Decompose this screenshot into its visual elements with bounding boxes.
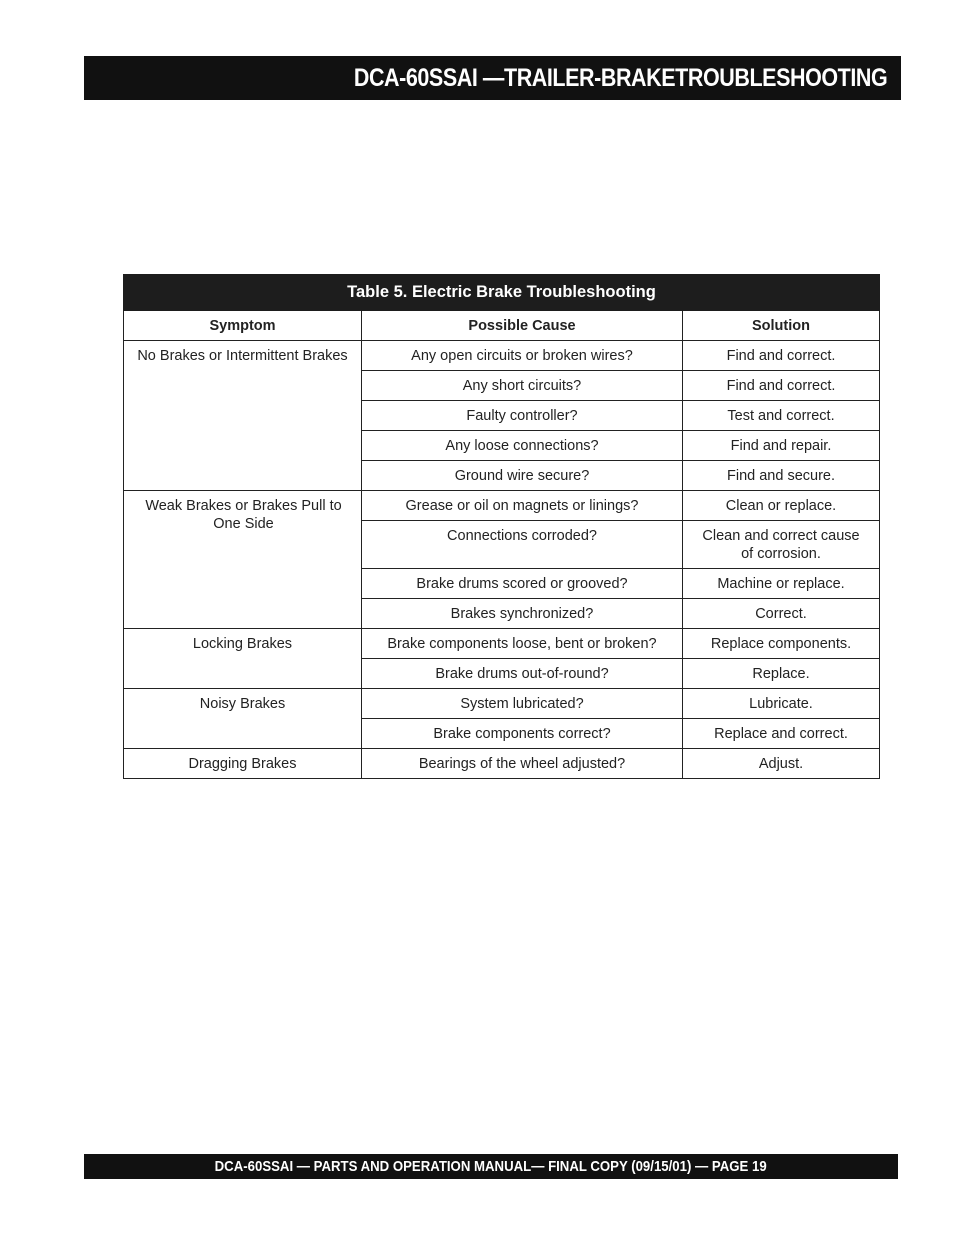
solution-cell: Clean and correct cause of corrosion. xyxy=(683,521,880,569)
solution-cell: Replace. xyxy=(683,659,880,689)
solution-cell: Adjust. xyxy=(683,749,880,779)
symptom-cell: Weak Brakes or Brakes Pull to One Side xyxy=(124,491,362,629)
symptom-cell: Noisy Brakes xyxy=(124,689,362,749)
column-header-solution: Solution xyxy=(683,311,880,341)
cause-cell: Brake components correct? xyxy=(362,719,683,749)
symptom-cell: Locking Brakes xyxy=(124,629,362,689)
cause-cell: Brake components loose, bent or broken? xyxy=(362,629,683,659)
page-title: DCA-60SSAI —TRAILER-BRAKETROUBLESHOOTING xyxy=(353,63,887,92)
cause-cell: Connections corroded? xyxy=(362,521,683,569)
solution-cell: Find and secure. xyxy=(683,461,880,491)
cause-cell: Faulty controller? xyxy=(362,401,683,431)
solution-cell: Replace components. xyxy=(683,629,880,659)
solution-cell: Find and repair. xyxy=(683,431,880,461)
table-caption: Table 5. Electric Brake Troubleshooting xyxy=(124,275,880,311)
column-header-symptom: Symptom xyxy=(124,311,362,341)
table-row xyxy=(124,629,880,659)
troubleshooting-table-container xyxy=(123,274,879,779)
solution-cell: Lubricate. xyxy=(683,689,880,719)
symptom-cell: No Brakes or Intermittent Brakes xyxy=(124,341,362,491)
table-row xyxy=(124,689,880,719)
solution-cell: Find and correct. xyxy=(683,341,880,371)
solution-cell: Replace and correct. xyxy=(683,719,880,749)
solution-cell: Clean or replace. xyxy=(683,491,880,521)
cause-cell: Any loose connections? xyxy=(362,431,683,461)
cause-cell: System lubricated? xyxy=(362,689,683,719)
solution-cell: Machine or replace. xyxy=(683,569,880,599)
table-row xyxy=(124,491,880,521)
cause-cell: Brake drums scored or grooved? xyxy=(362,569,683,599)
table-row xyxy=(124,749,880,779)
cause-cell: Bearings of the wheel adjusted? xyxy=(362,749,683,779)
cause-cell: Brakes synchronized? xyxy=(362,599,683,629)
solution-cell: Find and correct. xyxy=(683,371,880,401)
page-header-bar xyxy=(84,56,901,100)
table-row xyxy=(124,341,880,371)
cause-cell: Any short circuits? xyxy=(362,371,683,401)
cause-cell: Brake drums out-of-round? xyxy=(362,659,683,689)
solution-cell: Test and correct. xyxy=(683,401,880,431)
table-header-row xyxy=(124,311,880,341)
solution-cell: Correct. xyxy=(683,599,880,629)
table-caption-row xyxy=(124,275,880,311)
symptom-cell: Dragging Brakes xyxy=(124,749,362,779)
page-footer-bar xyxy=(84,1154,898,1179)
cause-cell: Ground wire secure? xyxy=(362,461,683,491)
troubleshooting-table xyxy=(123,274,880,779)
page-footer: DCA-60SSAI — PARTS AND OPERATION MANUAL— FINAL COPY (09/15/01) — PAGE 19 xyxy=(214,1158,768,1175)
cause-cell: Any open circuits or broken wires? xyxy=(362,341,683,371)
column-header-possible-cause: Possible Cause xyxy=(362,311,683,341)
cause-cell: Grease or oil on magnets or linings? xyxy=(362,491,683,521)
